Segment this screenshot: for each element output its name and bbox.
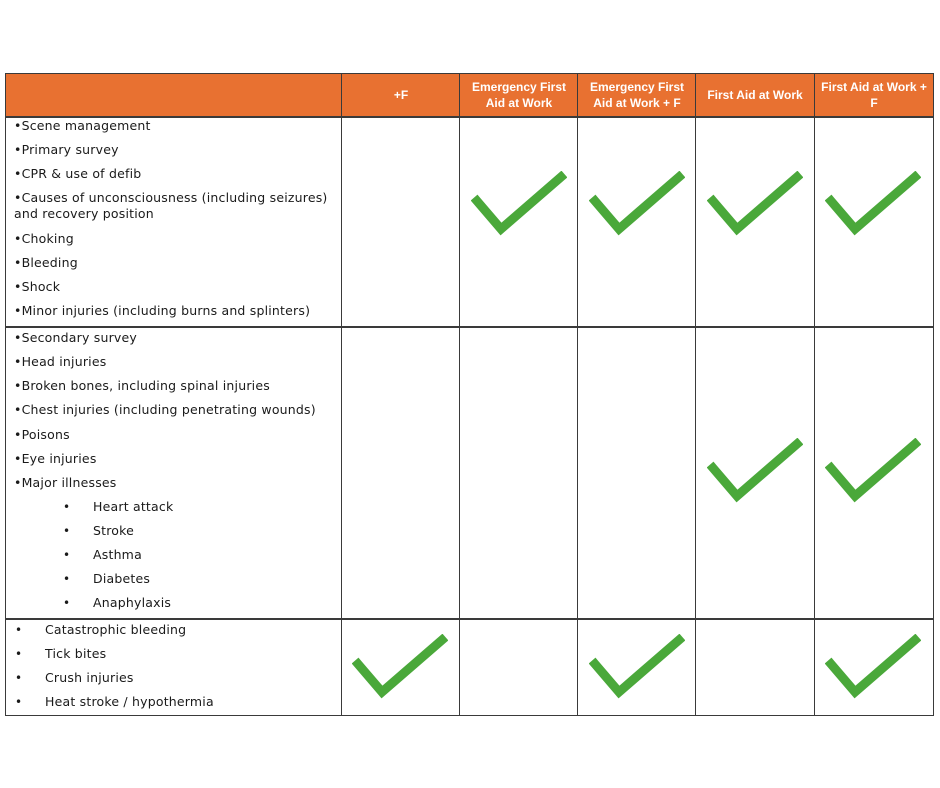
bullet: •: [63, 572, 71, 586]
checkmark-icon: [825, 438, 921, 506]
topic-major-illnesses: •Major illnesses: [14, 475, 117, 490]
bullet: •: [15, 623, 23, 637]
subtopic-heart-attack: Heart attack: [93, 499, 174, 514]
subtopic-stroke: Stroke: [93, 523, 135, 538]
bullet: •: [63, 596, 71, 610]
topic-tick-bites: Tick bites: [45, 646, 107, 661]
bullet: •: [63, 500, 71, 514]
topic-secondary-survey: •Secondary survey: [14, 330, 138, 345]
topic-choking: •Choking: [14, 231, 74, 246]
checkmark-icon: [589, 634, 685, 702]
topic-scene-management: •Scene management: [14, 118, 151, 133]
column-divider: [341, 73, 342, 716]
topic-eye-injuries: •Eye injuries: [14, 451, 97, 466]
bullet: •: [15, 671, 23, 685]
subtopic-anaphylaxis: Anaphylaxis: [93, 595, 172, 610]
column-header-efawf: Emergency First Aid at Work + F: [589, 80, 685, 110]
topic-head-injuries: •Head injuries: [14, 354, 107, 369]
column-divider: [814, 73, 815, 716]
bullet: •: [63, 548, 71, 562]
bullet: •: [15, 695, 23, 709]
checkmark-icon: [707, 171, 803, 239]
topic-chest-injuries: •Chest injuries (including penetrating wounds): [14, 402, 316, 417]
subtopic-asthma: Asthma: [93, 547, 142, 562]
row-divider: [5, 326, 934, 328]
topic-poisons: •Poisons: [14, 427, 70, 442]
topic-unconsciousness: •Causes of unconsciousness (including seizures) and recovery position: [14, 190, 328, 221]
table-border: [5, 73, 934, 716]
checkmark-icon: [707, 438, 803, 506]
checkmark-icon: [352, 634, 448, 702]
checkmark-icon: [471, 171, 567, 239]
bullet: •: [15, 647, 23, 661]
topic-cpr: •CPR & use of defib: [14, 166, 142, 181]
topic-catastrophic-bleeding: Catastrophic bleeding: [45, 622, 187, 637]
column-divider: [577, 73, 578, 716]
checkmark-icon: [825, 171, 921, 239]
column-header-efaw: Emergency First Aid at Work: [471, 80, 567, 110]
topic-heat-stroke: Heat stroke / hypothermia: [45, 694, 214, 709]
topic-crush-injuries: Crush injuries: [45, 670, 134, 685]
column-divider: [695, 73, 696, 716]
column-header-f: +F: [393, 88, 409, 102]
checkmark-icon: [589, 171, 685, 239]
column-divider: [459, 73, 460, 716]
subtopic-diabetes: Diabetes: [93, 571, 151, 586]
topic-primary-survey: •Primary survey: [14, 142, 119, 157]
column-header-fawf: First Aid at Work + F: [821, 80, 927, 110]
row-divider: [5, 618, 934, 620]
bullet: •: [63, 524, 71, 538]
topic-minor-injuries: •Minor injuries (including burns and splinters): [14, 303, 311, 318]
topic-broken-bones: •Broken bones, including spinal injuries: [14, 378, 270, 393]
topic-shock: •Shock: [14, 279, 61, 294]
checkmark-icon: [825, 634, 921, 702]
column-header-faw: First Aid at Work: [707, 88, 803, 102]
topic-bleeding: •Bleeding: [14, 255, 78, 270]
